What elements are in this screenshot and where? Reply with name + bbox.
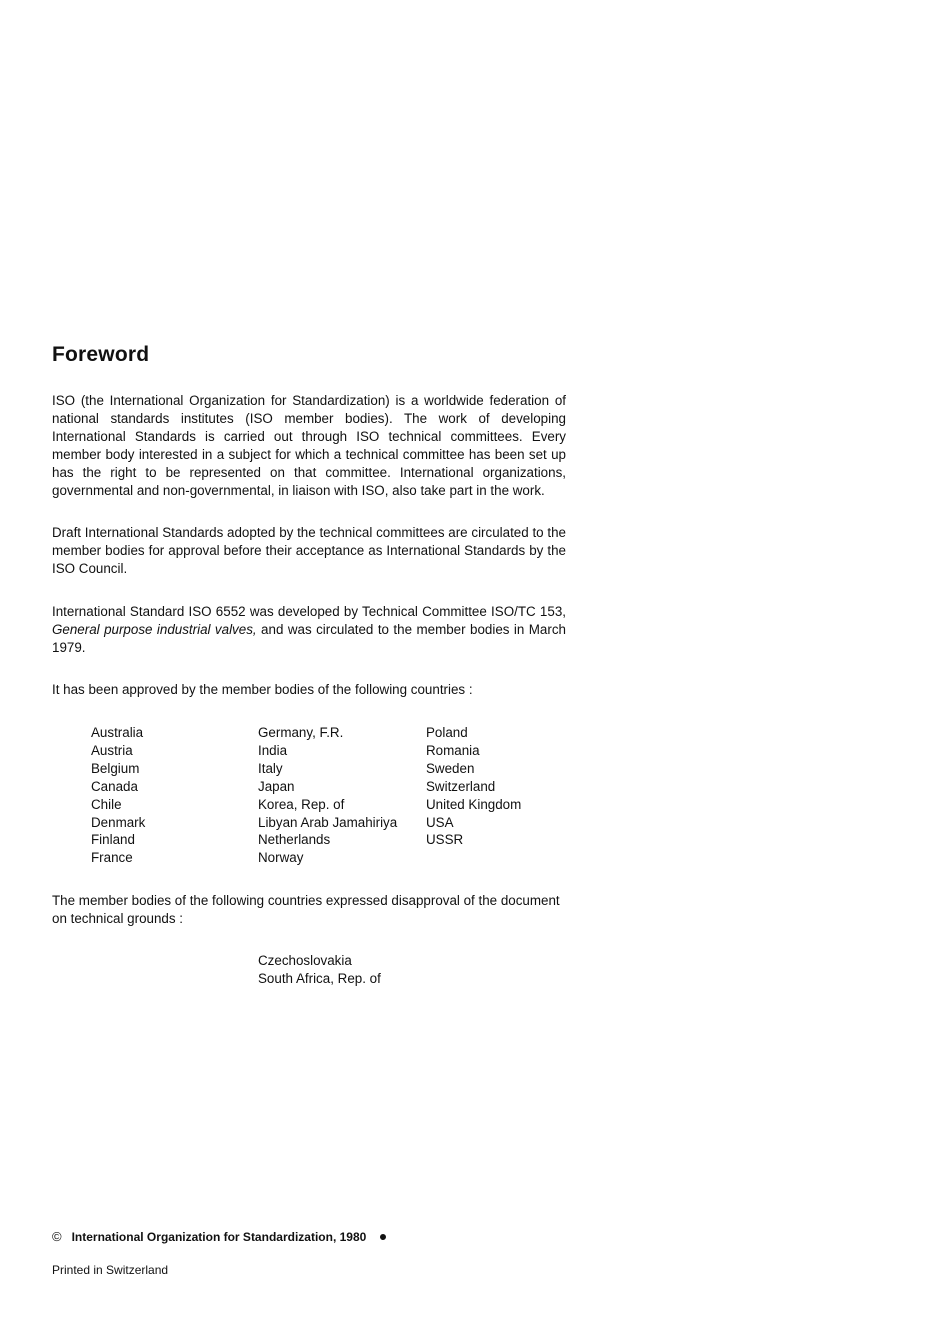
committee-name: General purpose industrial valves, [52,622,257,637]
approved-countries-column-2 [258,724,397,867]
country-name: Italy [258,760,283,776]
country-name: Australia [91,725,144,740]
copyright-text: International Organization for Standardization, 1980 [71,1229,367,1244]
paragraph-standard-origin-text-end: and was circulated to the member bodies in March 1979. [52,622,566,655]
country-name: Czechoslovakia [258,953,352,968]
country-name: Finland [91,832,135,848]
country-name: France [91,850,133,866]
approved-countries-column-3 [426,724,521,849]
paragraph-disapproval-intro: The member bodies of the following countries expressed disapproval of the document on technical grounds : [52,893,560,926]
paragraph-iso-intro: ISO (the International Organization for Standardization) is a worldwide federation of national standards institutes (ISO member bodies). The work of developing International Standards is carried out through ISO technical committees. Every member body interested in a subject for which a technical committee has been set up has the right to be represented on that committee. International organizations, governmental and non-governmental, in liaison with ISO, also take part in the work. [52,393,566,498]
country-name: Switzerland [426,778,496,794]
country-name: USSR [426,832,464,848]
country-name: Norway [258,850,304,866]
country-name: Libyan Arab Jamahiriya [258,814,398,830]
country-name: Netherlands [258,832,331,848]
country-name: Sweden [426,760,475,776]
bullet-icon [380,1234,386,1240]
country-name: Romania [426,742,480,758]
paragraph-approval-intro: It has been approved by the member bodies of the following countries : [52,682,473,697]
country-name: Austria [91,742,133,758]
country-name: Japan [258,778,295,794]
paragraph-standard-origin [52,603,566,657]
country-name: Chile [91,796,122,812]
paragraph-standard-origin-text: International Standard ISO 6552 was developed by Technical Committee ISO/TC 153, [52,604,566,619]
country-name: Poland [426,725,468,740]
country-name: United Kingdom [426,796,522,812]
paragraph-draft-standards: Draft International Standards adopted by the technical committees are circulated to the member bodies for approval before their acceptance as International Standards by the ISO Council. [52,525,566,576]
printed-location: Printed in Switzerland [52,1263,169,1277]
approved-countries-column-1 [91,724,145,867]
disapproved-countries-list [258,952,381,988]
country-name: Korea, Rep. of [258,796,345,812]
country-name: Germany, F.R. [258,725,344,740]
page-title: Foreword [52,343,150,366]
country-name: South Africa, Rep. of [258,970,381,986]
country-name: USA [426,814,454,830]
country-name: Belgium [91,760,140,776]
country-name: India [258,742,288,758]
country-name: Canada [91,778,138,794]
copyright-icon: © [52,1229,62,1244]
copyright-line [52,1229,386,1244]
country-name: Denmark [91,814,146,830]
